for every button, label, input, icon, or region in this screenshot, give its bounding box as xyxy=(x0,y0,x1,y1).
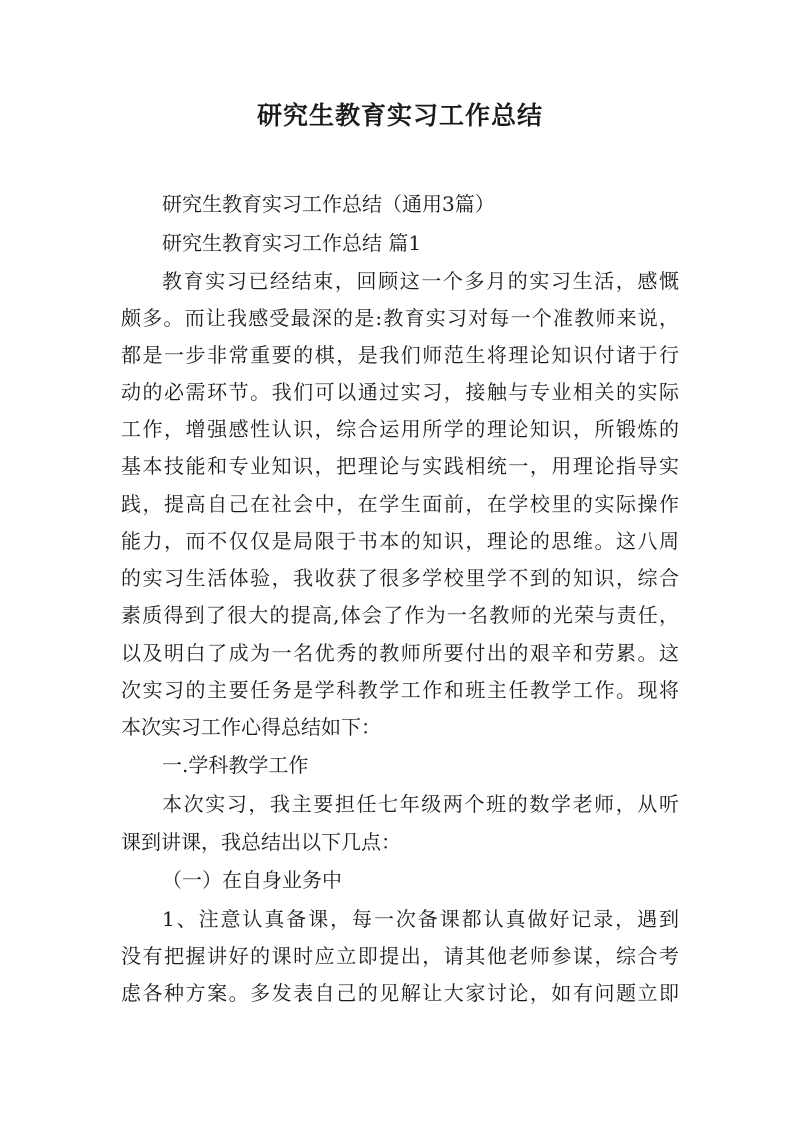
paragraph-line: 颇多。而让我感受最深的是:教育实习对每一个准教师来说， xyxy=(121,306,679,330)
section-heading: 研究生教育实习工作总结 篇1 xyxy=(162,231,422,255)
section-heading: 一.学科教学工作 xyxy=(162,753,309,777)
paragraph-line: 工作，增强感性认识，综合运用所学的理论知识，所锻炼的 xyxy=(121,417,679,441)
paragraph-line: 的实习生活体验，我收获了很多学校里学不到的知识，综合 xyxy=(121,566,679,590)
paragraph-line: 教育实习已经结束，回顾这一个多月的实习生活，感慨 xyxy=(162,269,679,293)
paragraph-line: 能力，而不仅仅是局限于书本的知识，理论的思维。这八周 xyxy=(121,529,679,553)
paragraph-line: 基本技能和专业知识，把理论与实践相统一，用理论指导实 xyxy=(121,454,679,478)
paragraph-line: 素质得到了很大的提高,体会了作为一名教师的光荣与责任， xyxy=(121,603,679,627)
paragraph-line: 都是一步非常重要的棋，是我们师范生将理论知识付诸于行 xyxy=(121,343,679,367)
paragraph-line: 虑各种方案。多发表自己的见解让大家讨论，如有问题立即 xyxy=(121,981,679,1005)
paragraph-line: 本次实习，我主要担任七年级两个班的数学老师，从听 xyxy=(162,792,679,816)
paragraph-line: 次实习的主要任务是学科教学工作和班主任教学工作。现将 xyxy=(121,678,679,702)
subtitle-line: 研究生教育实习工作总结（通用3篇） xyxy=(162,192,495,216)
paragraph-line: 以及明白了成为一名优秀的教师所要付出的艰辛和劳累。这 xyxy=(121,641,679,665)
subsection-heading: （一）在自身业务中 xyxy=(162,868,342,892)
paragraph-line: 践，提高自己在社会中，在学生面前，在学校里的实际操作 xyxy=(121,492,679,516)
paragraph-line: 动的必需环节。我们可以通过实习，接触与专业相关的实际 xyxy=(121,380,679,404)
paragraph-line: 没有把握讲好的课时应立即提出，请其他老师参谋，综合考 xyxy=(121,944,679,968)
paragraph-line: 课到讲课，我总结出以下几点： xyxy=(121,830,401,854)
paragraph-line: 1、注意认真备课，每一次备课都认真做好记录，遇到 xyxy=(162,907,679,931)
paragraph-line: 本次实习工作心得总结如下： xyxy=(121,715,381,739)
document-title: 研究生教育实习工作总结 xyxy=(256,101,543,130)
